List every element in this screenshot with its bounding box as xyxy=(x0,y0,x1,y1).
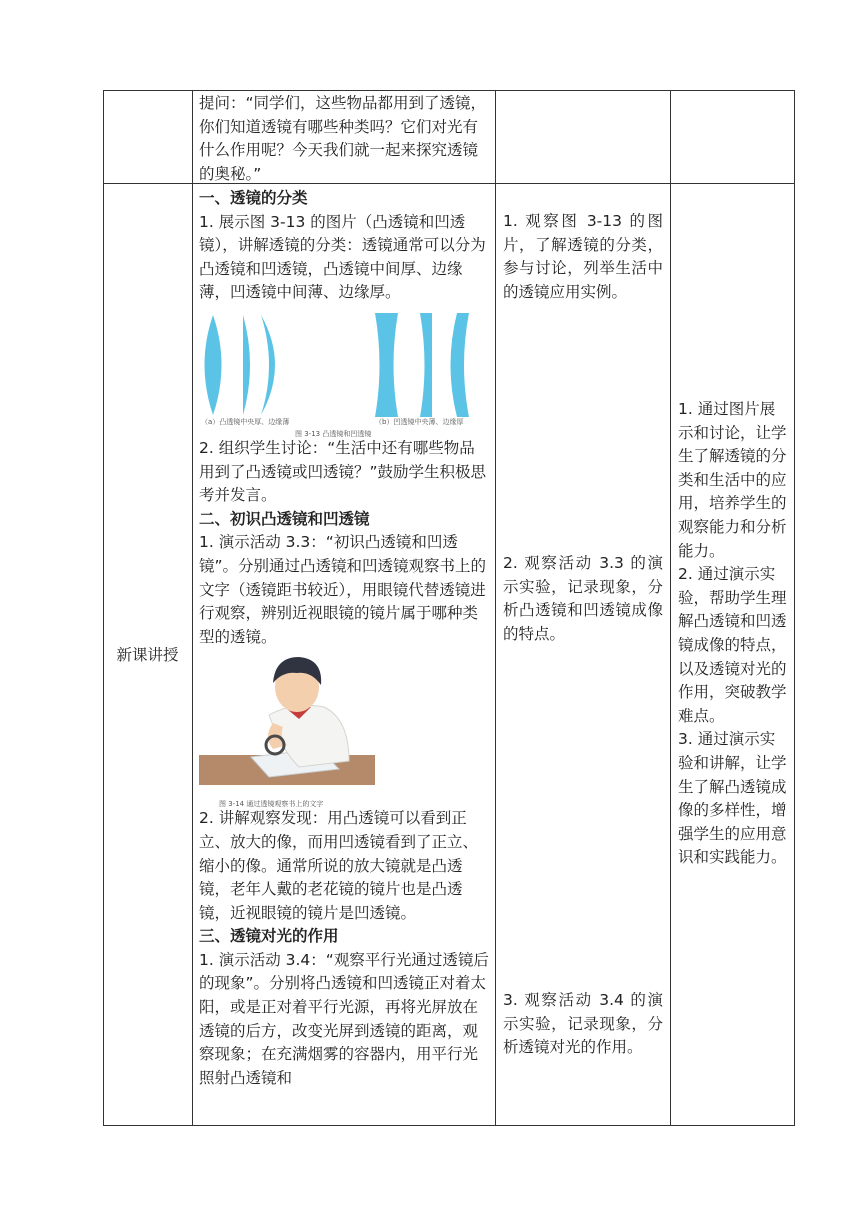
section-heading-intro-lenses: 二、初识凸透镜和凹透镜 xyxy=(199,509,370,528)
plano-convex-lens-shape xyxy=(243,315,250,415)
concave-meniscus-lens-shape xyxy=(451,313,470,417)
figure-3-13 xyxy=(199,305,489,437)
intro-cell xyxy=(199,92,487,186)
teacher-step-2-1: 1. 演示活动 3.3：“初识凸透镜和凹透镜”。分别通过凸透镜和凹透镜观察书上的文字（透镜距书较近），用眼镜代替透镜进行观察，辨别近视眼镜的镜片属于哪种类型的透镜。 xyxy=(199,533,487,646)
section-heading-lens-light: 三、透镜对光的作用 xyxy=(199,927,339,946)
teacher-step-1-2: 2. 组织学生讨论：“生活中还有哪些物品用到了凸透镜或凹透镜？”鼓励学生积极思考并发言。 xyxy=(199,438,487,505)
convex-meniscus-lens-shape xyxy=(261,315,275,415)
student-activity-3: 3. 观察活动 3.4 的演示实验，记录现象，分析透镜对光的作用。 xyxy=(503,991,663,1057)
student-activity-1: 1. 观察图 3-13 的图片，了解透镜的分类，参与讨论，列举生活中的透镜应用实例。 xyxy=(503,212,663,301)
student-activity-2: 2. 观察活动 3.3 的演示实验，记录现象，分析凸透镜和凹透镜成像的特点。 xyxy=(503,554,663,643)
figure-3-14 xyxy=(199,649,489,807)
teacher-activities xyxy=(199,187,489,1090)
stage-label: 新课讲授 xyxy=(116,646,179,664)
teacher-step-2-2: 2. 讲解观察发现：用凸透镜可以看到正立、放大的像，而用凹透镜看到了正立、缩小的像。通常所说的放大镜就是凸透镜，老年人戴的老花镜的镜片也是凸透镜，近视眼镜的镜片是凹透镜。 xyxy=(199,809,479,922)
biconvex-lens-shape xyxy=(205,315,222,415)
figure-title-3-13: 图 3-13 凸透镜和凹透镜 xyxy=(295,429,372,438)
intro-text: 提问：“同学们，这些物品都用到了透镜，你们知道透镜有哪些种类吗？它们对光有什么作用呢？今天我们就一起来探究透镜的奥秘。” xyxy=(199,94,487,183)
figure-title-3-14: 图 3-14 通过透镜观察书上的文字 xyxy=(219,800,324,809)
figure-caption-b: （b）凹透镜中央薄、边缘厚 xyxy=(375,417,464,426)
design-purpose: 1. 通过图片展示和讨论，让学生了解透镜的分类和生活中的应用，培养学生的观察能力和分析能力。 2. 通过演示实验，帮助学生理解凸透镜和凹透镜成像的特点，以及透镜对光的作用，突破教学难点。 3. 通过演示实验和讲解，让学生了解凸透镜成像的多样性，增强学生的应用意识和实践能力。 xyxy=(678,400,787,867)
plano-concave-lens-shape xyxy=(420,313,432,417)
section-heading-lens-types: 一、透镜的分类 xyxy=(199,189,308,207)
teacher-step-3-1: 1. 演示活动 3.4：“观察平行光通过透镜后的现象”。分别将凸透镜和凹透镜正对着太阳，或是正对着平行光源，再将光屏放在透镜的后方，改变光屏到透镜的距离，观察现象；在充满烟雾的容器内，用平行光照射凸透镜和 xyxy=(199,950,489,1087)
figure-caption-a: （a）凸透镜中央厚、边缘薄 xyxy=(201,417,290,426)
teacher-step-1-1: 1. 展示图 3-13 的图片（凸透镜和凹透镜），讲解透镜的分类：透镜通常可以分为凸透镜和凹透镜，凸透镜中间厚、边缘薄，凹透镜中间薄、边缘厚。 xyxy=(199,212,486,302)
boy-reading-illustration xyxy=(199,649,489,807)
biconcave-lens-shape xyxy=(375,313,398,417)
